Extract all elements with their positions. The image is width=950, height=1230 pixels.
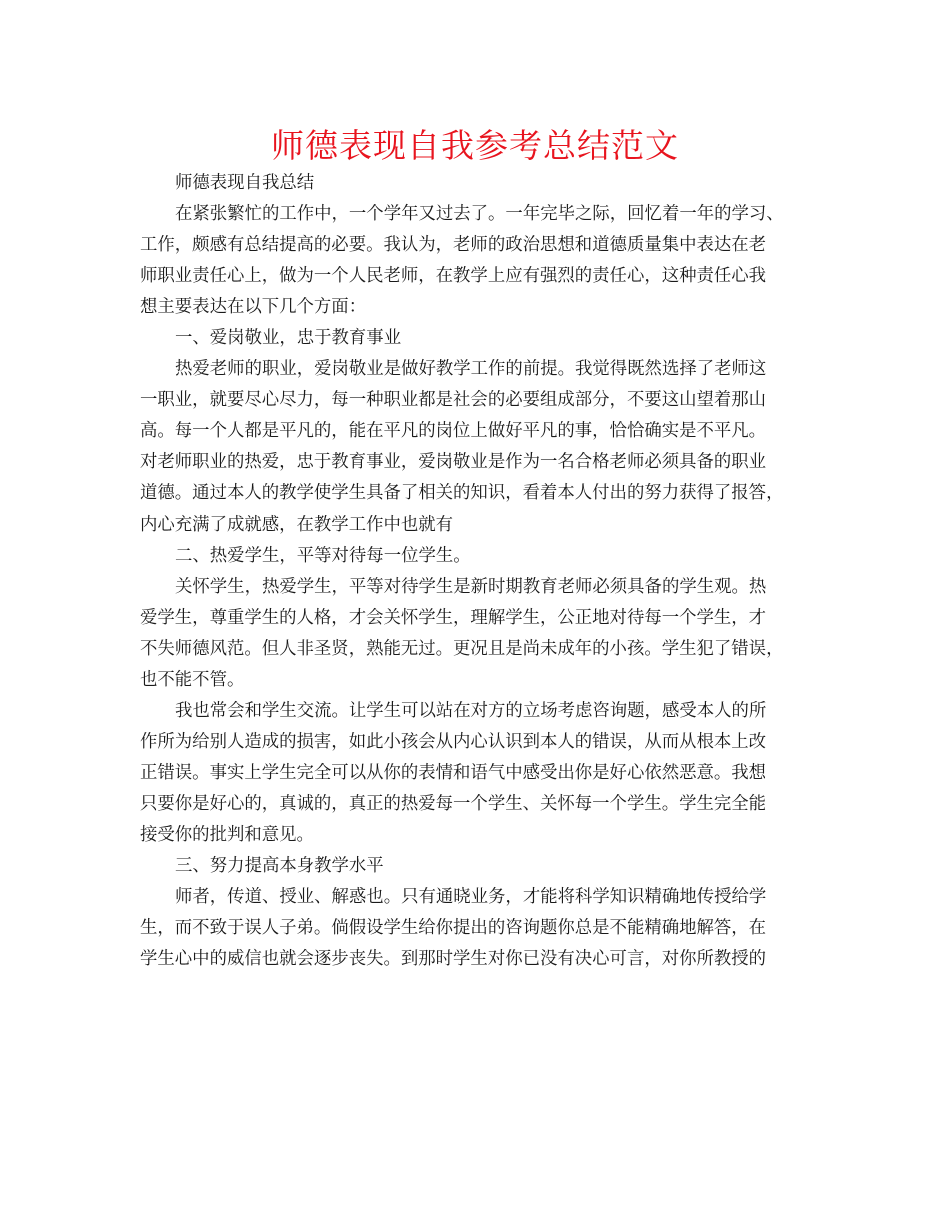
text-line: 生，而不致于误人子弟。倘假设学生给你提出的咨询题你总是不能精确地解答，在 xyxy=(140,918,767,939)
text-line: 正错误。事实上学生完全可以从你的表情和语气中感受出你是好心依然恶意。我想 xyxy=(140,762,767,783)
text-line: 我也常会和学生交流。让学生可以站在对方的立场考虑咨询题，感受本人的所 xyxy=(175,700,767,721)
text-line: 学生心中的威信也就会逐步丧失。到那时学生对你已没有决心可言，对你所教授的 xyxy=(140,949,767,970)
text-line: 爱学生，尊重学生的人格，才会关怀学生，理解学生，公正地对待每一个学生，才 xyxy=(140,607,767,628)
text-line: 二、热爱学生，平等对待每一位学生。 xyxy=(175,545,471,566)
text-line: 热爱老师的职业，爱岗敬业是做好教学工作的前提。我觉得既然选择了老师这 xyxy=(175,359,767,380)
text-line: 三、努力提高本身教学水平 xyxy=(175,856,384,877)
text-line: 工作，颇感有总结提高的必要。我认为，老师的政治思想和道德质量集中表达在老 xyxy=(140,235,767,256)
text-line: 作所为给别人造成的损害，如此小孩会从内心认识到本人的错误，从而从根本上改 xyxy=(140,731,767,752)
text-line: 一职业，就要尽心尽力，每一种职业都是社会的必要组成部分，不要这山望着那山 xyxy=(140,390,767,411)
text-line: 不失师德风范。但人非圣贤，熟能无过。更况且是尚未成年的小孩。学生犯了错误， xyxy=(140,638,784,659)
document-body xyxy=(140,168,830,975)
text-line: 对老师职业的热爱，忠于教育事业，爱岗敬业是作为一名合格老师必须具备的职业 xyxy=(140,452,767,473)
text-line: 接受你的批判和意见。 xyxy=(140,824,314,845)
text-line: 师者，传道、授业、解惑也。只有通晓业务，才能将科学知识精确地传授给学 xyxy=(175,887,767,908)
text-line: 想主要表达在以下几个方面： xyxy=(140,297,367,318)
page-title: 师德表现自我参考总结范文 xyxy=(271,126,679,165)
text-line: 师职业责任心上，做为一个人民老师，在教学上应有强烈的责任心，这种责任心我 xyxy=(140,266,767,287)
text-line: 道德。通过本人的教学使学生具备了相关的知识，看着本人付出的努力获得了报答， xyxy=(140,483,784,504)
text-line: 一、爱岗敬业，忠于教育事业 xyxy=(175,328,402,349)
text-line: 在紧张繁忙的工作中，一个学年又过去了。一年完毕之际，回忆着一年的学习、 xyxy=(175,204,784,225)
text-line: 也不能不管。 xyxy=(140,669,245,690)
text-line: 内心充满了成就感，在教学工作中也就有 xyxy=(140,514,454,535)
text-line: 只要你是好心的，真诚的，真正的热爱每一个学生、关怀每一个学生。学生完全能 xyxy=(140,793,767,814)
text-line: 高。每一个人都是平凡的，能在平凡的岗位上做好平凡的事，恰恰确实是不平凡。 xyxy=(140,421,767,442)
text-line: 师德表现自我总结 xyxy=(175,173,315,193)
text-line: 关怀学生，热爱学生，平等对待学生是新时期教育老师必须具备的学生观。热 xyxy=(175,576,767,597)
